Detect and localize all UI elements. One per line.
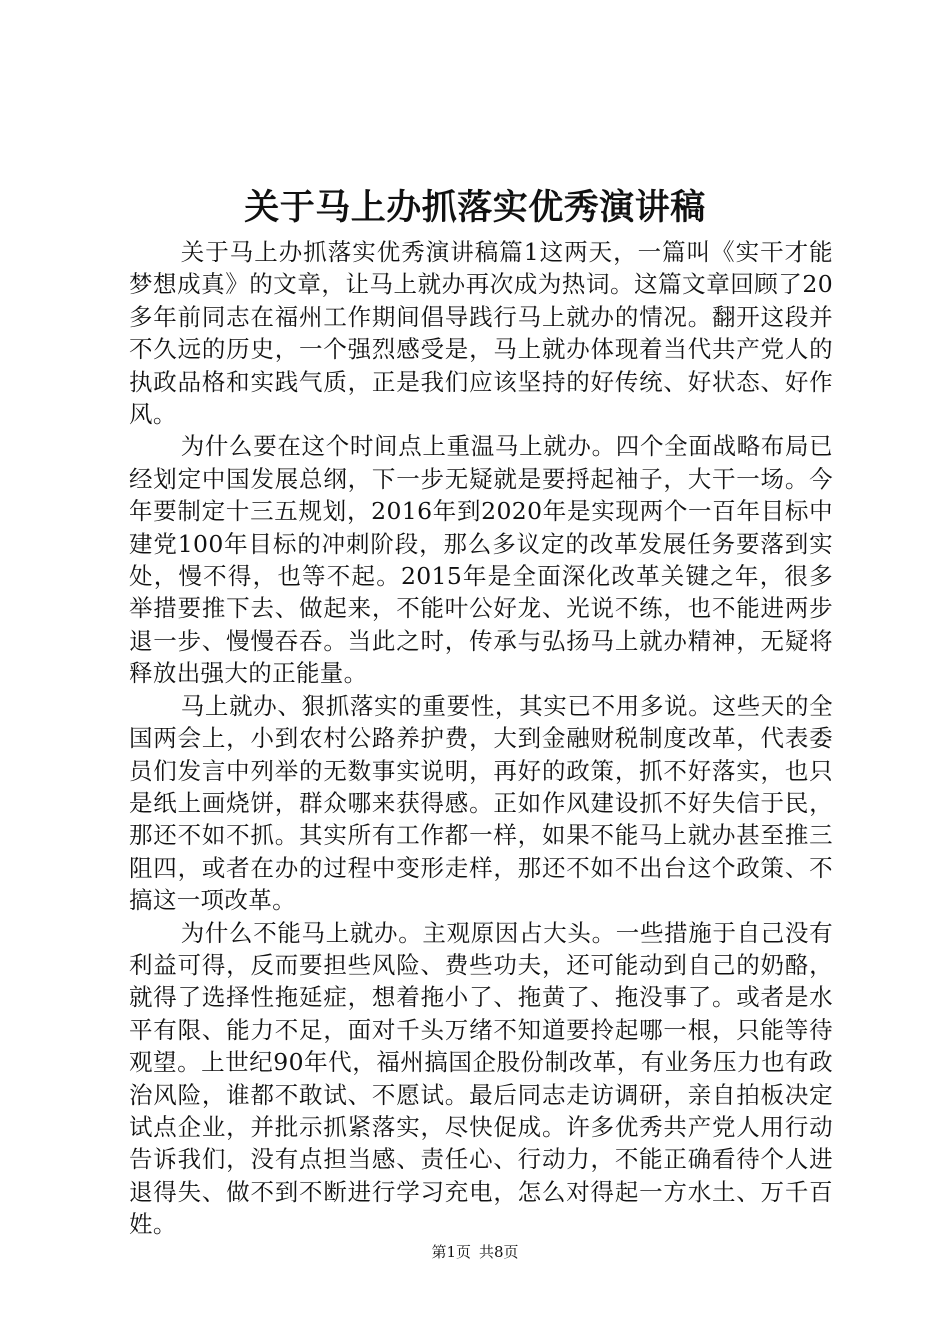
paragraph-1: 关于马上办抓落实优秀演讲稿篇1这两天，一篇叫《实干才能梦想成真》的文章，让马上就办再次成为热词。这篇文章回顾了20多年前同志在福州工作期间倡导践行马上就办的情况。翻开这段并不久远的历史，一个强烈感受是，马上就办体现着当代共产党人的执政品格和实践气质，正是我们应该坚持的好传统、好状态、好作风。 xyxy=(129,238,833,429)
paragraph-4: 为什么不能马上就办。主观原因占大头。一些措施于自己没有利益可得，反而要担些风险、费些功夫，还可能动到自己的奶酪，就得了选择性拖延症，想着拖小了、拖黄了、拖没事了。或者是水平有限、能力不足，面对千头万绪不知道要拎起哪一根，只能等待观望。上世纪90年代，福州搞国企股份制改革，有业务压力也有政治风险，谁都不敢试、不愿试。最后同志走访调研，亲自拍板决定试点企业，并批示抓紧落实，尽快促成。许多优秀共产党人用行动告诉我们，没有点担当感、责任心、行动力，不能正确看待个人进退得失、做不到不断进行学习充电，怎么对得起一方水土、万千百姓。 xyxy=(129,918,833,1239)
page-total: 共8页 xyxy=(479,1243,519,1261)
paragraph-2: 为什么要在这个时间点上重温马上就办。四个全面战略布局已经划定中国发展总纲，下一步无疑就是要捋起袖子，大干一场。今年要制定十三五规划，2016年到2020年是实现两个一百年目标中建党100年目标的冲刺阶段，那么多议定的改革发展任务要落到实处，慢不得，也等不起。2015年是全面深化改革关键之年，很多举措要推下去、做起来，不能叶公好龙、光说不练，也不能进两步退一步、慢慢吞吞。当此之时，传承与弘扬马上就办精神，无疑将释放出强大的正能量。 xyxy=(129,432,833,688)
page-footer xyxy=(0,1240,950,1264)
document-body xyxy=(129,236,833,1241)
paragraph-3: 马上就办、狠抓落实的重要性，其实已不用多说。这些天的全国两会上，小到农村公路养护费，大到金融财税制度改革，代表委员们发言中列举的无数事实说明，再好的政策，抓不好落实，也只是纸上画烧饼，群众哪来获得感。正如作风建设抓不好失信于民，那还不如不抓。其实所有工作都一样，如果不能马上就办甚至推三阻四，或者在办的过程中变形走样，那还不如不出台这个政策、不搞这一项改革。 xyxy=(129,691,833,915)
page-number: 第1页 xyxy=(431,1243,471,1261)
document-title: 关于马上办抓落实优秀演讲稿 xyxy=(244,187,706,228)
